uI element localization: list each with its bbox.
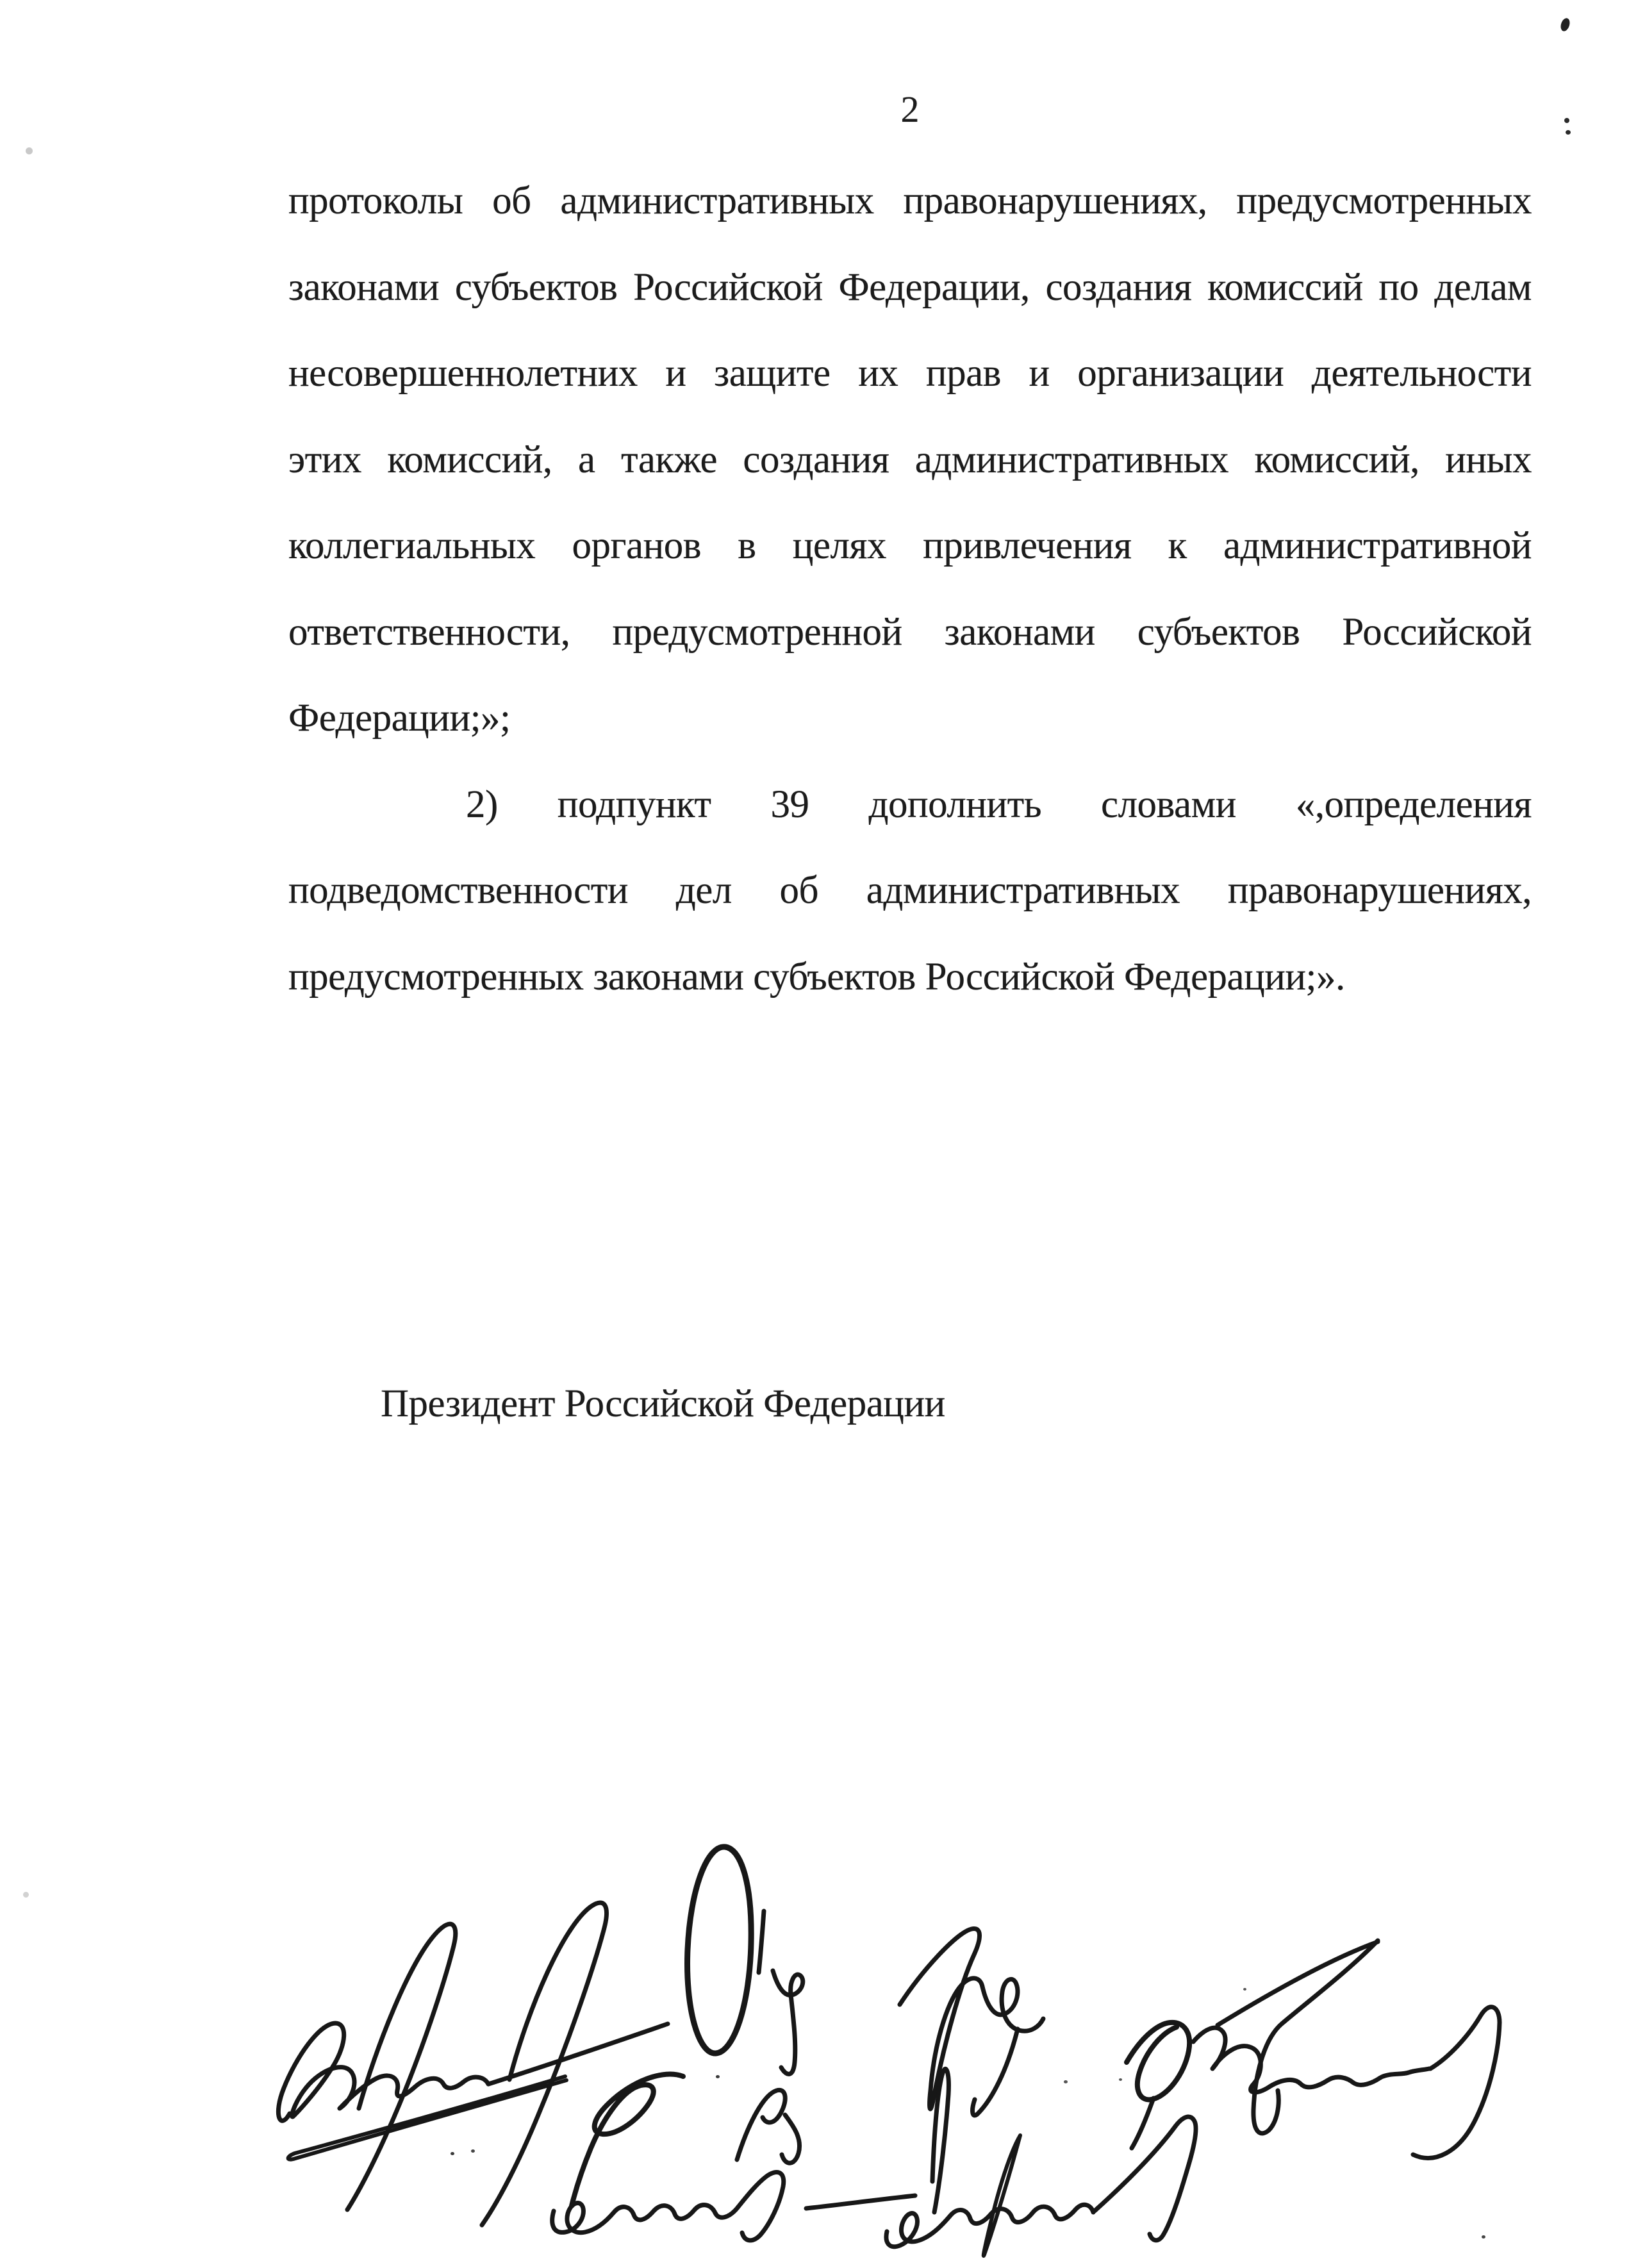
body-line: этих комиссий, а также создания административных комиссий, иных: [288, 438, 1532, 481]
scan-speck: [1119, 2078, 1122, 2081]
body-line-subitem: 2) подпункт 39 дополнить словами «,определения: [466, 782, 1532, 826]
scan-speck: [451, 2152, 454, 2155]
scan-speck: [471, 2149, 475, 2153]
body-line: ответственности, предусмотренной законами субъектов Российской: [288, 610, 1532, 654]
body-line: протоколы об административных правонарушениях, предусмотренных: [288, 179, 1532, 222]
handwritten-signature-3: [552, 2074, 915, 2240]
handwritten-signature-6: [886, 2069, 1196, 2256]
body-line: подведомственности дел об административных правонарушениях,: [288, 869, 1532, 912]
body-line: несовершеннолетних и защите их прав и организации деятельности: [288, 352, 1532, 395]
body-line: законами субъектов Российской Федерации, создания комиссий по делам: [288, 265, 1532, 309]
handwritten-signature-1: [278, 1903, 668, 2225]
scan-speck: [716, 2075, 720, 2078]
body-line: предусмотренных законами субъектов Российской Федерации;».: [288, 955, 1345, 998]
handwritten-signature-5: [1127, 1941, 1500, 2158]
signature-title: Президент Российской Федерации: [381, 1382, 945, 1425]
scan-speck: [26, 147, 33, 154]
page-number: 2: [900, 88, 920, 130]
body-line: Федерации;»;: [288, 697, 511, 740]
scan-speck: [1564, 118, 1569, 123]
scan-speck: [1482, 2235, 1485, 2239]
body-line: коллегиальных органов в целях привлечения к административной: [288, 524, 1532, 567]
scan-speck: [1559, 17, 1571, 33]
handwritten-signature-2: [688, 1847, 803, 2074]
scan-speck: [1566, 130, 1571, 135]
handwritten-signature-4: [900, 1928, 1043, 2115]
body-text: [288, 158, 1532, 1020]
scan-speck: [1243, 1988, 1246, 1991]
scan-speck: [23, 1892, 29, 1898]
scan-speck: [1064, 2080, 1068, 2083]
